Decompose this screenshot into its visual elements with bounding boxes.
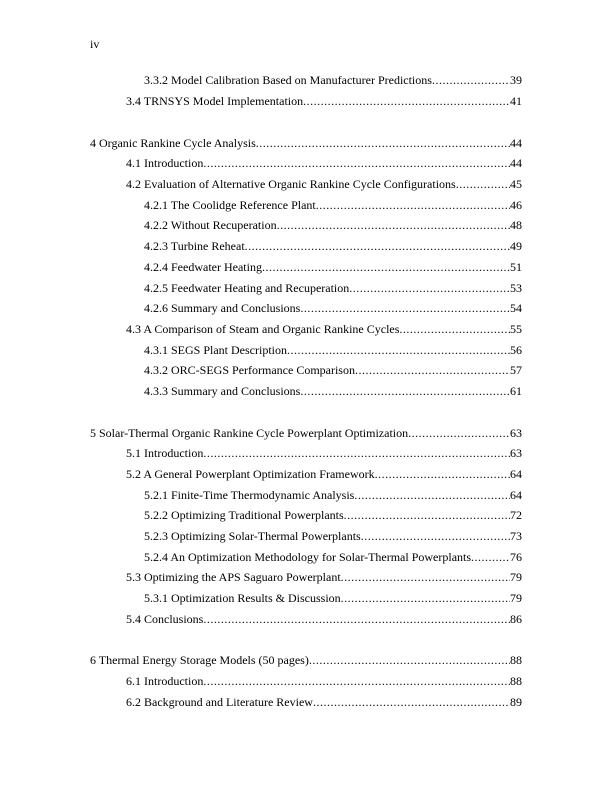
toc-entry-title: 4.2 Evaluation of Alternative Organic Rankine Cycle Configurations (126, 177, 456, 191)
toc-entry-page: 49 (510, 239, 522, 253)
dot-leader (456, 176, 510, 192)
toc-entry[interactable] (144, 590, 522, 606)
toc-entry-page: 53 (510, 281, 522, 295)
toc-entry[interactable] (144, 342, 522, 358)
toc-entry-title: 4.2.3 Turbine Reheat (144, 239, 245, 253)
toc-entry-page: 54 (510, 301, 522, 315)
toc-entry-page: 63 (510, 446, 522, 460)
toc-entry[interactable] (90, 652, 522, 668)
dot-leader (256, 135, 510, 151)
dot-leader (344, 507, 510, 523)
dot-leader (287, 342, 510, 358)
toc-entry-title: 5.3 Optimizing the APS Saguaro Powerplant (126, 570, 341, 584)
toc-entry[interactable] (144, 507, 522, 523)
dot-leader (303, 93, 510, 109)
toc-entry[interactable] (126, 569, 522, 585)
toc-entry[interactable] (90, 135, 522, 151)
toc-entry-page: 45 (510, 177, 522, 191)
toc-entry[interactable] (90, 425, 522, 441)
toc-entry-title: 4.2.6 Summary and Conclusions (144, 301, 301, 315)
toc-entry-title: 5.2.3 Optimizing Solar-Thermal Powerplants (144, 529, 361, 543)
toc-entry-title: 4.2.1 The Coolidge Reference Plant (144, 198, 316, 212)
toc-entry-page: 51 (510, 260, 522, 274)
toc-entry[interactable] (126, 466, 522, 482)
toc-entry[interactable] (144, 197, 522, 213)
toc-entry-title: 5.2.4 An Optimization Methodology for Solar-Thermal Powerplants (144, 550, 472, 564)
toc-entry[interactable] (144, 238, 522, 254)
dot-leader (309, 652, 510, 668)
toc-entry-title: 4.2.4 Feedwater Heating (144, 260, 262, 274)
toc-entry[interactable] (126, 321, 522, 337)
toc-entry-page: 56 (510, 343, 522, 357)
toc-entry-page: 44 (510, 156, 522, 170)
dot-leader (349, 280, 510, 296)
dot-leader (375, 466, 510, 482)
toc-entry-title: 5.2 A General Powerplant Optimization Framework (126, 467, 375, 481)
toc-entry-title: 4.3.1 SEGS Plant Description (144, 343, 287, 357)
toc-entry-title: 5.2.1 Finite-Time Thermodynamic Analysis (144, 488, 355, 502)
toc-entry-page: 63 (510, 426, 522, 440)
dot-leader (277, 217, 510, 233)
toc-entry-title: 5.4 Conclusions (126, 612, 204, 626)
dot-leader (203, 445, 510, 461)
dot-leader (408, 425, 510, 441)
toc-entry-title: 6.1 Introduction (126, 674, 204, 688)
dot-leader (313, 694, 510, 710)
dot-leader (361, 528, 510, 544)
dot-leader (341, 569, 510, 585)
toc-entry-page: 76 (510, 550, 522, 564)
toc-entry-title: 5.1 Introduction (126, 446, 204, 460)
toc-entry[interactable] (126, 694, 522, 710)
toc-entry-title: 5.3.1 Optimization Results & Discussion (144, 591, 341, 605)
toc-entry-page: 86 (510, 612, 522, 626)
toc-entry[interactable] (144, 217, 522, 233)
toc-entry-page: 79 (510, 591, 522, 605)
dot-leader (316, 197, 510, 213)
toc-entry-page: 79 (510, 570, 522, 584)
toc-entry-title: 5 Solar-Thermal Organic Rankine Cycle Powerplant Optimization (90, 426, 409, 440)
toc-entry-title: 6.2 Background and Literature Review (126, 695, 313, 709)
toc-entry[interactable] (144, 487, 522, 503)
toc-entry-page: 57 (510, 363, 522, 377)
toc-entry-page: 64 (510, 467, 522, 481)
dot-leader (300, 383, 510, 399)
toc-entry-title: 4.2.2 Without Recuperation (144, 218, 277, 232)
toc-entry-title: 4.1 Introduction (126, 156, 204, 170)
toc-entry-page: 73 (510, 529, 522, 543)
toc-entry-page: 46 (510, 198, 522, 212)
toc-entry[interactable] (144, 280, 522, 296)
toc-entry[interactable] (144, 362, 522, 378)
toc-entry-title: 4.2.5 Feedwater Heating and Recuperation (144, 281, 350, 295)
dot-leader (203, 611, 510, 627)
dot-leader (245, 238, 510, 254)
toc-entry[interactable] (144, 72, 522, 88)
toc-entry[interactable] (144, 528, 522, 544)
toc-entry[interactable] (126, 93, 522, 109)
toc-entry[interactable] (126, 155, 522, 171)
dot-leader (300, 300, 510, 316)
toc-entry-title: 3.4 TRNSYS Model Implementation (126, 94, 304, 108)
dot-leader (432, 72, 510, 88)
dot-leader (203, 673, 510, 689)
toc-entry-title: 4.3 A Comparison of Steam and Organic Rankine Cycles (126, 322, 400, 336)
toc-entry[interactable] (126, 445, 522, 461)
dot-leader (262, 259, 510, 275)
toc-entry[interactable] (126, 673, 522, 689)
dot-leader (355, 362, 510, 378)
dot-leader (354, 487, 510, 503)
dot-leader (471, 549, 510, 565)
toc-entry[interactable] (126, 611, 522, 627)
toc-entry-page: 88 (510, 653, 522, 667)
toc-entry[interactable] (126, 176, 522, 192)
toc-entry-page: 41 (510, 94, 522, 108)
toc-entry-page: 39 (510, 73, 522, 87)
toc-entry-title: 5.2.2 Optimizing Traditional Powerplants (144, 508, 344, 522)
toc-entry-page: 44 (510, 136, 522, 150)
toc-entry[interactable] (144, 549, 522, 565)
dot-leader (341, 590, 510, 606)
page-number: iv (90, 37, 100, 51)
toc-entry-page: 72 (510, 508, 522, 522)
toc-entry-page: 89 (510, 695, 522, 709)
toc-entry-page: 64 (510, 488, 522, 502)
toc-entry[interactable] (144, 383, 522, 399)
toc-entry-page: 55 (510, 322, 522, 336)
toc-entry-title: 4.3.3 Summary and Conclusions (144, 384, 301, 398)
toc-entry-page: 61 (510, 384, 522, 398)
toc-entry-page: 88 (510, 674, 522, 688)
toc-entry-page: 48 (510, 218, 522, 232)
toc-entry[interactable] (144, 300, 522, 316)
toc-entry-title: 6 Thermal Energy Storage Models (50 pages) (90, 653, 309, 667)
dot-leader (203, 155, 510, 171)
toc-entry-title: 4 Organic Rankine Cycle Analysis (90, 136, 256, 150)
toc-entry-title: 3.3.2 Model Calibration Based on Manufacturer Predictions (144, 73, 432, 87)
dot-leader (399, 321, 510, 337)
toc-entry-title: 4.3.2 ORC-SEGS Performance Comparison (144, 363, 355, 377)
toc-entry[interactable] (144, 259, 522, 275)
